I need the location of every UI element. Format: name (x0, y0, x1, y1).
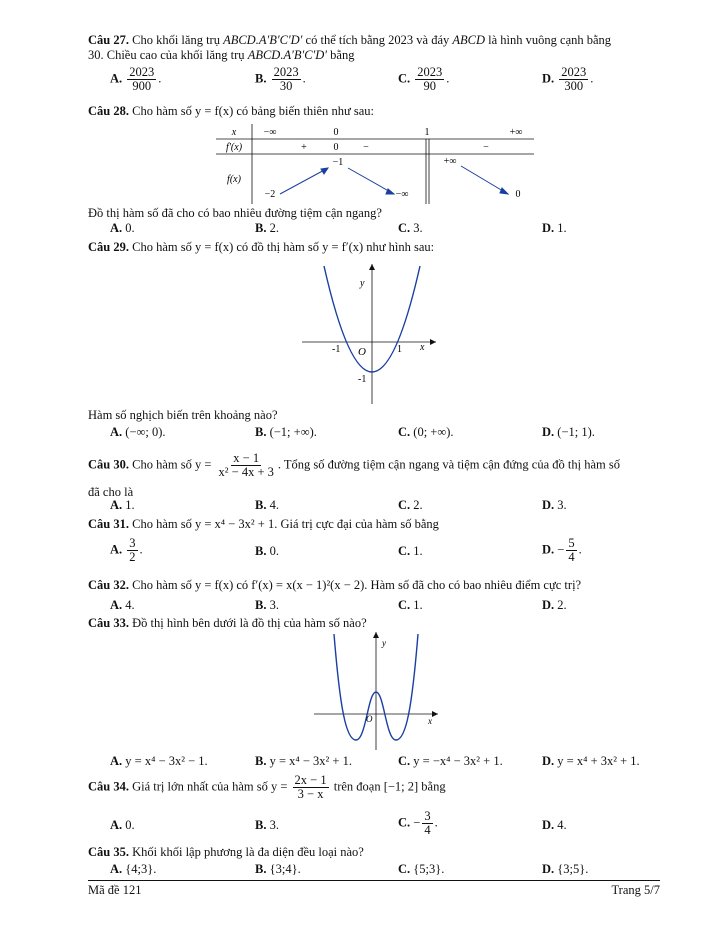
option-d[interactable] (542, 425, 595, 440)
option-key: B. (255, 498, 267, 512)
option-b[interactable] (255, 818, 279, 833)
question-text: Cho hàm số y = f(x) có đồ thị hàm số y = f′(x) như hình sau: (128, 240, 435, 254)
option-a[interactable] (110, 598, 135, 613)
option-b[interactable] (255, 544, 279, 559)
option-b[interactable] (255, 754, 352, 769)
option-key: D. (542, 598, 555, 612)
page-number: Trang 5/7 (611, 883, 660, 897)
option-value: 4. (269, 498, 279, 512)
prism-name: ABCD.A′B′C′D′ (247, 48, 328, 62)
option-a[interactable] (110, 221, 135, 236)
option-key: D. (542, 71, 555, 86)
option-b[interactable] (255, 425, 317, 440)
question-28-ask (88, 206, 660, 221)
option-value: 0. (269, 544, 279, 558)
denominator: 3 − x (297, 787, 324, 801)
y-label: y (382, 638, 386, 648)
question-label: Câu 30. (88, 457, 129, 472)
question-text: Hàm số nghịch biến trên khoảng nào? (88, 408, 278, 422)
option-c[interactable] (398, 810, 438, 837)
question-31 (88, 517, 660, 532)
question-text: Cho hàm số y = x⁴ − 3x² + 1. Giá trị cực đại của hàm số bằng (128, 517, 439, 531)
option-a[interactable] (110, 498, 135, 513)
option-value: 1. (413, 544, 423, 558)
option-d[interactable] (542, 221, 567, 236)
option-value: 0. (125, 221, 135, 235)
option-key: D. (542, 754, 555, 768)
option-key: D. (542, 862, 555, 876)
question-29-ask (88, 408, 660, 423)
option-key: C. (398, 221, 411, 235)
option-key: C. (398, 862, 411, 876)
y-label: y (360, 278, 365, 289)
option-value: {5;3}. (413, 862, 445, 876)
option-key: A. (110, 221, 123, 235)
option-key: D. (542, 498, 555, 512)
option-value: 1. (557, 221, 567, 235)
option-a[interactable] (110, 425, 166, 440)
question-27 (88, 33, 660, 63)
option-value: y = x⁴ + 3x² + 1. (557, 754, 640, 768)
option-value: y = −x⁴ − 3x² + 1. (413, 754, 503, 768)
option-value: (−1; 1). (557, 425, 595, 439)
option-key: B. (255, 598, 267, 612)
option-value: 1. (413, 598, 423, 612)
option-a[interactable] (110, 818, 135, 833)
option-d[interactable] (542, 498, 567, 513)
question-text: Cho hàm số y = f(x) có bảng biến thiên như sau: (128, 104, 375, 118)
option-value: {3;5}. (557, 862, 589, 876)
f-value: −2 (264, 189, 276, 200)
option-b[interactable] (255, 221, 279, 236)
question-text: trên đoạn [−1; 2] bằng (330, 779, 446, 794)
denominator: 30 (279, 79, 293, 93)
option-value: 2. (557, 598, 567, 612)
option-key: A. (110, 498, 123, 512)
option-key: B. (255, 71, 267, 86)
deriv-label: f′(x) (225, 142, 243, 153)
x-label: x (231, 127, 237, 138)
question-text: có thể tích bằng 2023 và đáy (302, 33, 453, 47)
question-text: 30. Chiều cao của khối lăng trụ (88, 48, 248, 62)
option-key: A. (110, 425, 123, 439)
tick-pos1: 1 (397, 344, 402, 355)
question-text: Cho hàm số y = f(x) có f′(x) = x(x − 1)²(x − 2). Hàm số đã cho có bao nhiêu điểm cực trị? (128, 578, 582, 592)
option-value: 0. (125, 818, 135, 832)
option-key: C. (398, 815, 411, 830)
option-suffix: . (139, 542, 143, 557)
option-d[interactable] (542, 754, 640, 769)
option-key: A. (110, 818, 123, 832)
option-a[interactable]: A. $\frac{2023}{900}$ . (110, 65, 162, 93)
question-label: Câu 32. (88, 578, 129, 592)
numerator: 2023 (273, 65, 299, 79)
question-text: Giá trị lớn nhất của hàm số y = (128, 779, 291, 794)
option-key: B. (255, 544, 267, 558)
option-prefix: − (557, 542, 565, 557)
option-a[interactable] (110, 754, 208, 769)
origin-label: O (358, 346, 366, 358)
tick-neg1: -1 (332, 344, 341, 355)
y-tick: -1 (358, 374, 367, 385)
option-prefix: − (413, 815, 421, 830)
f-label: f(x) (227, 174, 241, 185)
option-key: D. (542, 818, 555, 832)
option-c[interactable] (398, 754, 503, 769)
option-c[interactable] (398, 598, 423, 613)
question-text: Cho khối lăng trụ (128, 33, 224, 47)
option-value: (−∞; 0). (125, 425, 166, 439)
option-c[interactable] (398, 544, 423, 559)
option-d[interactable]: D. $\frac{2023}{300}$ . (542, 65, 594, 93)
deriv-sign: − (483, 142, 489, 153)
denominator: 4 (568, 550, 575, 564)
question-label: Câu 34. (88, 779, 129, 794)
option-key: D. (542, 221, 555, 235)
option-c[interactable]: C. $\frac{2023}{90}$ . (398, 65, 450, 93)
question-label: Câu 29. (88, 240, 129, 254)
option-value: 4. (125, 598, 135, 612)
numerator: 5 (568, 536, 575, 550)
option-value: {4;3}. (125, 862, 157, 876)
exam-code: Mã đề 121 (88, 883, 142, 897)
option-key: A. (110, 862, 123, 876)
x-label: x (420, 342, 425, 353)
option-value: (−1; +∞). (269, 425, 317, 439)
option-key: B. (255, 818, 267, 832)
graph-quartic (312, 628, 442, 752)
option-key: C. (398, 498, 411, 512)
variation-table (216, 124, 534, 204)
denominator: 300 (564, 79, 584, 93)
deriv-sign: 0 (333, 142, 339, 153)
option-suffix: . (578, 542, 582, 557)
option-value: 3. (269, 598, 279, 612)
option-value: (0; +∞). (413, 425, 454, 439)
x-value: −∞ (263, 127, 277, 138)
option-d[interactable] (542, 862, 588, 877)
option-key: D. (542, 425, 555, 439)
option-c[interactable] (398, 862, 444, 877)
option-d[interactable] (542, 537, 582, 564)
base-name: ABCD (452, 33, 486, 47)
option-value: 2. (413, 498, 423, 512)
option-a[interactable] (110, 862, 156, 877)
numerator: x − 1 (233, 451, 260, 465)
question-text: Đồ thị hàm số đã cho có bao nhiêu đường tiệm cận ngang? (88, 206, 382, 220)
question-34 (88, 774, 660, 801)
option-value: 2. (269, 221, 279, 235)
question-30 (88, 452, 660, 500)
page-footer (88, 880, 660, 898)
question-35 (88, 845, 660, 860)
question-text: Khối khối lập phương là đa diện đều loại nào? (128, 845, 364, 859)
question-text: bằng (327, 48, 355, 62)
denominator: x² − 4x + 3 (218, 465, 274, 479)
option-b[interactable] (255, 862, 301, 877)
option-value: y = x⁴ − 3x² − 1. (125, 754, 208, 768)
question-text: Đồ thị hình bên dưới là đồ thị của hàm số nào? (128, 616, 367, 630)
option-key: A. (110, 598, 123, 612)
option-c[interactable] (398, 221, 423, 236)
option-key: A. (110, 542, 123, 557)
option-a[interactable] (110, 537, 143, 564)
option-value: 3. (269, 818, 279, 832)
graph-fprime (300, 258, 440, 406)
option-value: 4. (557, 818, 567, 832)
question-text: đã cho là (88, 485, 134, 499)
option-key: B. (255, 425, 267, 439)
x-label: x (428, 716, 432, 726)
option-value: y = x⁴ − 3x² + 1. (269, 754, 352, 768)
prism-name: ABCD.A′B′C′D′ (223, 33, 303, 47)
numerator: 2023 (417, 65, 443, 79)
denominator: 4 (424, 823, 431, 837)
option-key: C. (398, 754, 411, 768)
option-b[interactable] (255, 498, 279, 513)
option-b[interactable] (255, 598, 279, 613)
f-value: 0 (515, 189, 521, 200)
question-label: Câu 27. (88, 33, 129, 47)
numerator: 2023 (561, 65, 587, 79)
question-label: Câu 33. (88, 616, 129, 630)
x-value: 1 (424, 127, 430, 138)
option-value: 3. (413, 221, 423, 235)
f-value: −1 (332, 157, 344, 168)
denominator: 900 (132, 79, 152, 93)
question-text: là hình vuông cạnh bằng (485, 33, 612, 47)
deriv-sign: − (363, 142, 369, 153)
f-value: +∞ (443, 156, 457, 167)
option-suffix: . (434, 815, 438, 830)
option-key: B. (255, 221, 267, 235)
option-key: B. (255, 754, 267, 768)
option-key: D. (542, 542, 555, 557)
option-key: C. (398, 598, 411, 612)
x-value: 0 (333, 127, 339, 138)
option-value: {3;4}. (269, 862, 301, 876)
variation-arrows (280, 166, 508, 194)
denominator: 90 (423, 79, 437, 93)
question-label: Câu 31. (88, 517, 129, 531)
x-value: +∞ (509, 127, 523, 138)
option-value: 3. (557, 498, 567, 512)
option-d[interactable] (542, 818, 567, 833)
f-value: −∞ (395, 189, 409, 200)
denominator: 2 (129, 550, 136, 564)
numerator: 2023 (129, 65, 155, 79)
option-key: A. (110, 71, 123, 86)
deriv-sign: + (301, 142, 307, 153)
origin-label: O (366, 714, 373, 724)
option-key: A. (110, 754, 123, 768)
question-text: Cho hàm số y = (128, 457, 215, 472)
question-text: . Tổng số đường tiệm cận ngang và tiệm cận đứng của đồ thị hàm số (277, 457, 620, 472)
option-c[interactable] (398, 425, 454, 440)
option-key: C. (398, 71, 411, 86)
numerator: 2x − 1 (294, 773, 327, 787)
option-d[interactable] (542, 598, 567, 613)
question-label: Câu 28. (88, 104, 129, 118)
question-label: Câu 35. (88, 845, 129, 859)
numerator: 3 (129, 536, 136, 550)
option-key: B. (255, 862, 267, 876)
option-key: C. (398, 544, 411, 558)
option-c[interactable] (398, 498, 423, 513)
question-29 (88, 240, 660, 255)
question-32 (88, 578, 660, 593)
option-value: 1. (125, 498, 135, 512)
numerator: 3 (424, 809, 431, 823)
option-key: C. (398, 425, 411, 439)
question-28 (88, 104, 660, 119)
option-b[interactable]: B. $\frac{2023}{30}$ . (255, 65, 306, 93)
